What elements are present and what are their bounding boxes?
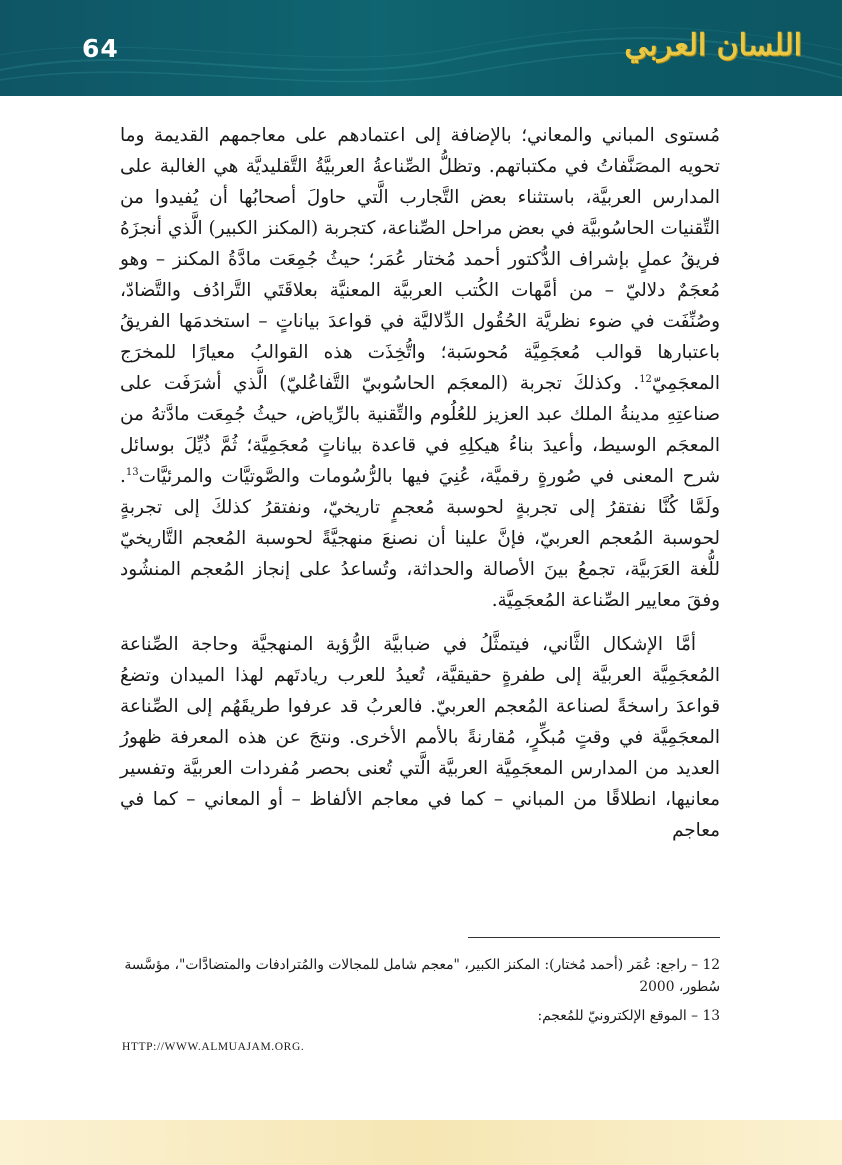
page-number: 64 bbox=[82, 34, 119, 63]
journal-logo: اللسان العربي bbox=[624, 28, 802, 63]
page-header bbox=[0, 0, 842, 96]
paragraph-1-cont: وكذلكَ تجربة (المعجَم الحاسُوبيّ التَّفاعُليّ) الَّذي أشرَفَت على صناعتِهِ مدينةُ الملك عبد العزيز للعُلُوم والتِّقنية بالرِّياض، حيثُ جُمِعَت مادَّتهُ من المعجَم الوسيط، وأعيدَ بناءُ هيكلِهِ في قاعدة بياناتٍ مُعجَمِيَّة؛ ثُمَّ ذُيِّلَ بوسائل شرح المعنى في صُورةٍ رقميَّة، عُنِيَ فيها بالرُّسُومات والصَّوتيَّات والمرئيَّات bbox=[120, 373, 720, 487]
footnote-ref-12: 12 bbox=[639, 373, 652, 385]
footnote-12: 12 – راجع: عُمَر (أحمد مُختار): المكنز الكبير، "معجم شامل للمجالات والمُترادفات والمتضادَّات"، مؤسَّسة سُطور، 2000 bbox=[124, 957, 720, 995]
paragraph-2: أمَّا الإشكال الثَّاني، فيتمثَّلُ في ضبابيَّة الرُّؤية المنهجيَّة وحاجة الصِّناعة المُعجَمِيَّة العربيَّة إلى طفرةٍ حقيقيَّة، تُعيدُ للعرب ريادتَهم لهذا الميدان وتضعُ قواعدَ راسخةً لصناعة المُعجم العربيّ. فالعربُ قد عرفوا طريقَهُم إلى الصِّناعة المعجَمِيَّة في وقتٍ مُبكِّرٍ، مُقارنةً بالأمم الأخرى. ونتجَ عن هذه المعرفة ظهورُ العديد من المدارس المعجَمِيَّة العربيَّة الَّتي تُعنى بحصر مُفردات العربيَّة وتفسير معانيها، انطلاقًا من المباني – كما في معاجم الألفاظ – أو المعاني – كما في معاجم bbox=[120, 634, 720, 841]
article-body bbox=[120, 120, 720, 859]
footnote-url[interactable]: HTTP://WWW.ALMUAJAM.ORG. bbox=[122, 1041, 305, 1053]
footnotes bbox=[120, 954, 720, 1034]
page-footer-band bbox=[0, 1120, 842, 1165]
paragraph-1-end: ولَمَّا كُنَّا نفتقرُ إلى تجربةٍ لحوسبة مُعجمٍ تاريخيّ، ونفتقرُ كذلكَ إلى تجربةٍ لحوسبة المُعجم العربيّ، فإنَّ علينا أن نصنعَ منهجيَّةً لحوسبة المُعجم التَّاريخيّ للُّغة العَرَبيَّة، تجمعُ بينَ الأصالة والحداثة، وتُساعدُ على إنجاز المُعجم المنشُود وفقَ معايير الصِّناعة المُعجَمِيَّة. bbox=[120, 497, 720, 611]
footnote-divider bbox=[468, 937, 720, 938]
paragraph-1: مُستوى المباني والمعاني؛ بالإضافة إلى اعتمادهم على معاجمهم القديمة وما تحويه المصَنَّفاتُ في مكتباتهم. وتظلُّ الصِّناعةُ العربيَّةُ التَّقليديَّة هي الغالبة على المدارس العربيَّة، باستثناء بعض التَّجارب الَّتي حاولَ أصحابُها أن يُفيدوا من التِّقنيات الحاسُوبيَّة في بعض مراحل الصِّناعة، كتجربة (المكنز الكبير) الَّذي أنجزَهُ فريقُ عملٍ بإشراف الدُّكتور أحمد مُختار عُمَر؛ حيثُ جُمِعَت مادَّةُ المكنز – وهو مُعجَمٌ دلاليّ – من أمَّهات الكُتب العربيَّة المعنيَّة بعلاقَتَي التَّرادُف والتَّضادّ، وصُنِّفَت في ضوء نظريَّة الحُقُول الدِّلاليَّة في قواعدَ بياناتٍ – استخدمَها الفريقُ باعتبارها قوالب مُعجَمِيَّة مُحوسَبة؛ واتُّخِذَت هذه القوالبُ معيارًا للمخرَج المعجَمِيّ$^{12}$. وكذلكَ تجربة (المعجَم الحاسُوبيّ التَّفاعُليّ) الَّذي أشرَفَت على صناعتِهِ مدينةُ الملك عبد العزيز للعُلُوم والتِّقنية بالرِّياض، حيثُ جُمِعَت مادَّتهُ من المعجَم الوسيط، وأعيدَ بناءُ هيكلِهِ في قاعدة بياناتٍ مُعجَمِيَّة؛ ثُمَّ ذُيِّلَ بوسائل شرح المعنى في صُورةٍ رقميَّة، عُنِيَ فيها بالرُّسُومات والصَّوتيَّات والمرئيَّات$^{13}$. ولَمَّا كُنَّا نفتقرُ إلى تجربةٍ لحوسبة مُعجمٍ تاريخيّ، ونفتقرُ كذلكَ إلى تجربةٍ لحوسبة المُعجم العربيّ، فإنَّ علينا أن نصنعَ منهجيَّةً لحوسبة المُعجم التَّاريخيّ للُّغة العَرَبيَّة، تجمعُ بينَ الأصالة والحداثة، وتُساعدُ على إنجاز المُعجم المنشُود وفقَ معايير الصِّناعة المُعجَمِيَّة. bbox=[120, 125, 720, 611]
footnote-13: 13 – الموقع الإلكترونيّ للمُعجم: bbox=[537, 1008, 720, 1024]
footnote-ref-13: 13 bbox=[125, 466, 139, 478]
